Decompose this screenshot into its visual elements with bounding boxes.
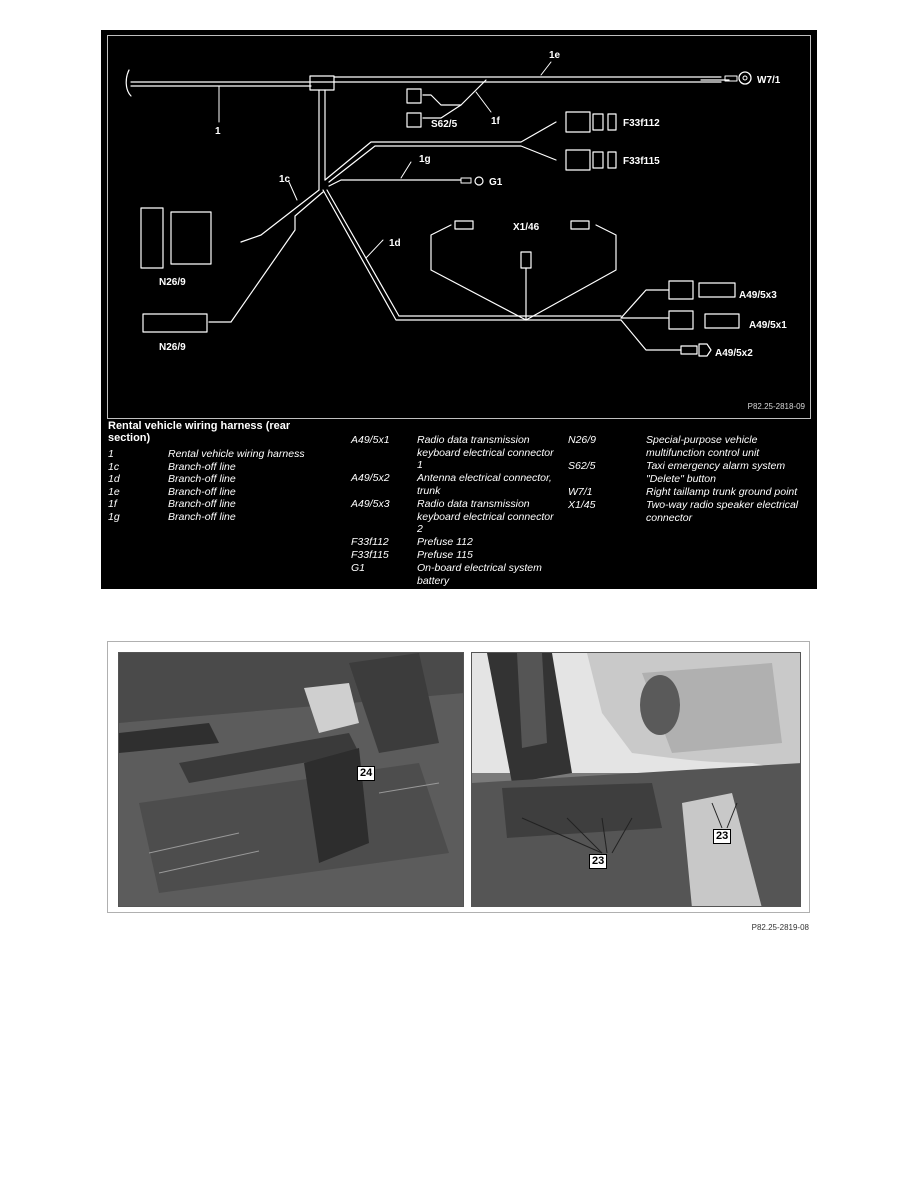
branch-1e-line	[541, 62, 751, 84]
legend-entry: 1c Branch-off line	[108, 460, 236, 473]
label-branch-1e: 1e	[549, 50, 561, 61]
legend-title: Rental vehicle wiring harness (rear section)	[108, 420, 291, 444]
legend-entry: 1 Rental vehicle wiring harness	[108, 448, 305, 460]
label-harness-1: 1	[215, 126, 221, 137]
label-f33f112: F33f112	[623, 118, 660, 129]
label-n26-9-lower: N26/9	[159, 342, 186, 353]
legend-entry: A49/5x2 Antenna electrical connector, trunk	[351, 472, 552, 497]
legend-entry: 1f Branch-off line	[108, 498, 236, 510]
callout-23-right: 23	[713, 829, 731, 844]
branch-1c-line	[141, 182, 323, 332]
label-a49-5x2: A49/5x2	[715, 348, 753, 359]
figure1-reference: P82.25-2818-09	[747, 402, 805, 411]
legend-entry: S62/5 Taxi emergency alarm system "Delete" button	[568, 460, 786, 485]
legend-entry: X1/45 Two-way radio speaker electrical connector	[568, 499, 799, 524]
label-x1-46: X1/46	[513, 222, 540, 233]
label-g1: G1	[489, 177, 503, 188]
photo-right-illustration	[472, 653, 801, 907]
photo-left-illustration	[119, 653, 464, 907]
legend-column-2	[351, 434, 561, 588]
label-a49-5x3: A49/5x3	[739, 290, 777, 301]
label-s62-5: S62/5	[431, 119, 458, 130]
label-branch-1d: 1d	[389, 238, 401, 249]
harness-main-line	[126, 70, 721, 122]
legend-column-3	[568, 434, 813, 525]
figure2-reference: P82.25-2819-08	[751, 923, 809, 932]
legend-entry: F33f112 Prefuse 112	[351, 536, 473, 548]
label-f33f115: F33f115	[623, 156, 660, 167]
legend-entry: 1g Branch-off line	[108, 510, 236, 523]
callout-23-left: 23	[589, 854, 607, 869]
legend-entry: A49/5x3 Radio data transmission keyboard electrical connector 2	[351, 498, 554, 535]
legend-entry: W7/1 Right taillamp trunk ground point	[568, 486, 798, 498]
prefuse-branch	[325, 112, 616, 182]
installation-photos-figure	[107, 641, 810, 913]
label-w7-1: W7/1	[757, 75, 781, 86]
legend-entry: 1e Branch-off line	[108, 485, 236, 498]
branch-1g-line	[329, 162, 483, 186]
label-branch-1c: 1c	[279, 174, 291, 185]
legend-entry: F33f115 Prefuse 115	[351, 549, 473, 561]
callout-24: 24	[357, 766, 375, 781]
label-branch-1g: 1g	[419, 154, 431, 165]
photo-left-trunk-floor	[118, 652, 464, 907]
wiring-harness-figure	[101, 30, 817, 589]
harness-diagram	[101, 30, 817, 420]
harness-trunk	[319, 90, 325, 190]
branch-1d-line	[323, 190, 739, 356]
legend-entry: N26/9 Special-purpose vehicle multifunction control unit	[568, 434, 760, 459]
legend-column-1	[108, 448, 338, 523]
legend-entry: G1 On-board electrical system battery	[351, 562, 542, 587]
label-n26-9-upper: N26/9	[159, 277, 186, 288]
label-branch-1f: 1f	[491, 116, 500, 127]
legend-entry: 1d Branch-off line	[108, 473, 236, 485]
label-a49-5x1: A49/5x1	[749, 320, 787, 331]
photo-right-trunk-interior	[471, 652, 801, 907]
legend-entry: A49/5x1 Radio data transmission keyboard electrical connector 1	[351, 434, 554, 471]
